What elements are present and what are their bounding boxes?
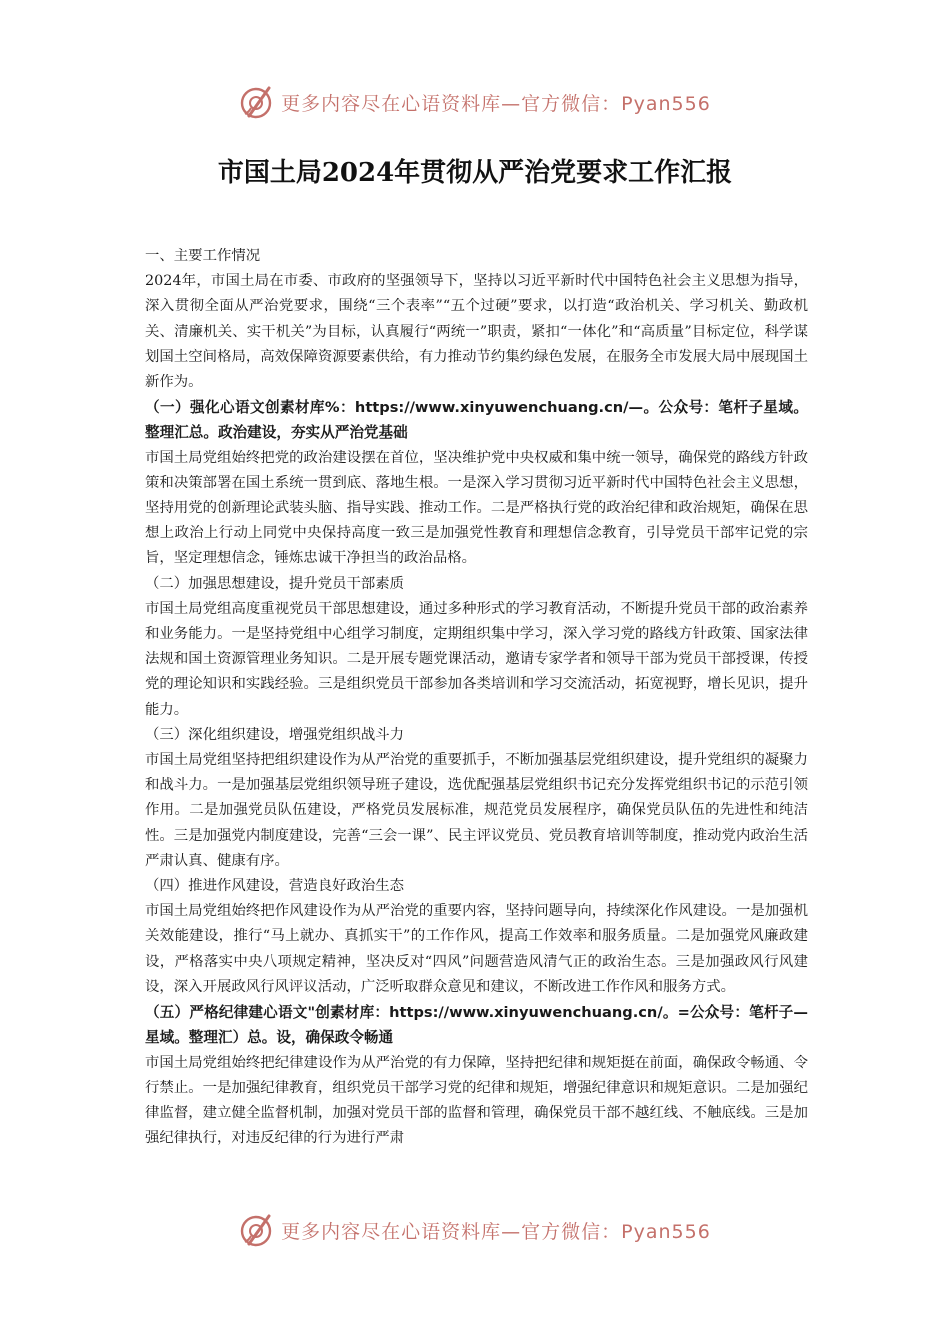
- section-heading: （三）深化组织建设，增强党组织战斗力: [145, 726, 405, 743]
- highlighted-heading: （五）严格纪律建心语文"创素材库：https://www.xinyuwenchuang.cn/。=公众号：笔杆子—星域。整理汇）总。设，确保政令畅通: [145, 1004, 808, 1047]
- highlighted-heading: （一）强化心语文创素材库%：https://www.xinyuwenchuang.cn/—。公众号：笔杆子星域。整理汇总。政治建设，夯实从严治党基础: [145, 399, 808, 442]
- watermark-banner-bottom: [0, 1208, 950, 1252]
- watermark-text: 更多内容尽在心语资料库—官方微信：Pyan556: [281, 1220, 711, 1243]
- body-paragraph: 市国土局党组坚持把组织建设作为从严治党的重要抓手，不断加强基层党组织建设，提升党组织的凝聚力和战斗力。一是加强基层党组织领导班子建设，选优配强基层党组织书记充分发挥党组织书记的示范引领作用。二是加强党员队伍建设，严格党员发展标准，规范党员发展程序，确保党员队伍的先进性和纯洁性。三是加强党内制度建设，完善“三会一课”、民主评议党员、党员教育培训等制度，推动党内政治生活严肃认真、健康有序。: [145, 752, 808, 869]
- body-paragraph: 市国土局党组始终把作风建设作为从严治党的重要内容，坚持问题导向，持续深化作风建设。一是加强机关效能建设，推行“马上就办、真抓实干”的工作作风，提高工作效率和服务质量。二是加强党风廉政建设，严格落实中央八项规定精神，坚决反对“四风”问题营造风清气正的政治生态。三是加强政风行风建设，深入开展政风行风评议活动，广泛听取群众意见和建议，不断改进工作作风和服务方式。: [145, 903, 808, 995]
- body-paragraph: 市国土局党组始终把党的政治建设摆在首位，坚决维护党中央权威和集中统一领导，确保党的路线方针政策和决策部署在国土系统一贯到底、落地生根。一是深入学习贯彻习近平新时代中国特色社会主义思想，坚持用党的创新理论武装头脑、指导实践、推动工作。二是严格执行党的政治纪律和政治规矩，确保在思想上政治上行动上同党中央保持高度一致三是加强党性教育和理想信念教育，引导党员干部牢记党的宗旨，坚定理想信念，锤炼忠诚干净担当的政治品格。: [145, 449, 808, 567]
- section-heading: （二）加强思想建设，提升党员干部素质: [145, 575, 405, 592]
- body-paragraph: 市国土局党组始终把纪律建设作为从严治党的有力保障，坚持把纪律和规矩挺在前面，确保政令畅通、令行禁止。一是加强纪律教育，组织党员干部学习党的纪律和规矩，增强纪律意识和规矩意识。二是加强纪律监督，建立健全监督机制，加强对党员干部的监督和管理，确保党员干部不越红线、不触底线。三是加强纪律执行，对违反纪律的行为进行严肃: [145, 1054, 808, 1147]
- page-title: 市国土局2024年贯彻从严治党要求工作汇报: [217, 158, 733, 188]
- brush-logo-icon: [239, 84, 275, 120]
- watermark-text: 更多内容尽在心语资料库—官方微信：Pyan556: [281, 92, 711, 115]
- document-body: [145, 244, 808, 1151]
- watermark-banner-top: [0, 80, 950, 124]
- body-paragraph: 2024年，市国土局在市委、市政府的坚强领导下，坚持以习近平新时代中国特色社会主义思想为指导，深入贯彻全面从严治党要求，围绕“三个表率”“五个过硬”要求，以打造“政治机关、学习机关、勤政机关、清廉机关、实干机关”为目标，认真履行“两统一”职责，紧扣“一体化”和“高质量”目标定位，科学谋划国土空间格局，高效保障资源要素供给，有力推动节约集约绿色发展，在服务全市发展大局中展现国土新作为。: [145, 273, 808, 391]
- body-paragraph: 市国土局党组高度重视党员干部思想建设，通过多种形式的学习教育活动，不断提升党员干部的政治素养和业务能力。一是坚持党组中心组学习制度，定期组织集中学习，深入学习党的路线方针政策、国家法律法规和国土资源管理业务知识。二是开展专题党课活动，邀请专家学者和领导干部为党员干部授课，传授党的理论知识和实践经验。三是组织党员干部参加各类培训和学习交流活动，拓宽视野，增长见识，提升能力。: [145, 600, 808, 718]
- section-heading: （四）推进作风建设，营造良好政治生态: [145, 878, 405, 895]
- brush-logo-icon: [239, 1212, 275, 1248]
- section-heading: 一、主要工作情况: [145, 248, 261, 264]
